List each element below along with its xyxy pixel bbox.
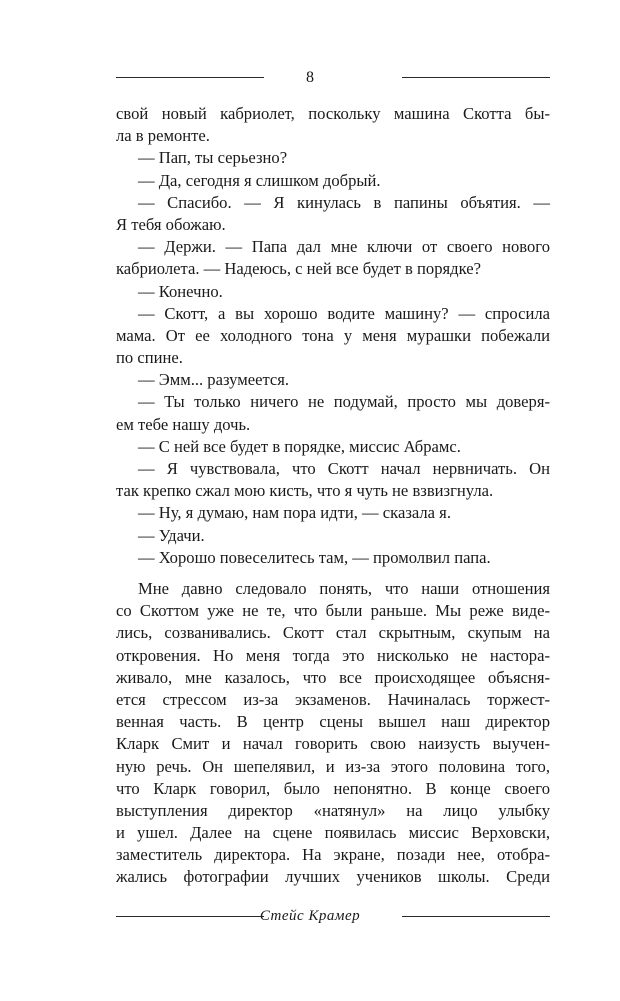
narrative-paragraph [116,578,550,889]
text-line: свой новый кабриолет, поскольку машина Скотта бы- [116,104,550,123]
text-line: — Пап, ты серьезно? [138,148,288,168]
text-line: живало, мне казалось, что все происходящее объясня- [116,667,550,687]
page-number: 8 [306,69,314,86]
header-rule-right [402,77,550,78]
text-line: ется стрессом из-за экзаменов. Начиналась торжест- [116,689,550,709]
text-line: — Хорошо повеселитесь там, — промолвил папа. [138,547,491,567]
text-line: выступления директор «натянул» на лицо улыбку [116,800,550,820]
text-line: со Скоттом уже не те, что были раньше. Мы реже виде- [116,601,550,621]
text-line: — Эмм... разумеется. [138,370,290,390]
text-line: жались фотографии лучших учеников школы. Среди [116,867,550,887]
text-line: венная часть. В центр сцены вышел наш директор [116,712,550,732]
text-line: что Кларк говорил, было непонятно. В конце своего [116,778,550,798]
text-line: заместитель директора. На экране, позади нее, отобра- [116,845,550,865]
text-line: ла в ремонте. [116,126,210,146]
text-line: — Ты только ничего не подумай, просто мы доверя- [138,392,550,412]
running-footer-author: Стейс Крамер [259,908,361,924]
text-line: так крепко сжал мою кисть, что я чуть не взвизгнула. [116,481,494,501]
text-line: ную речь. Он шепелявил, и из-за этого половина того, [116,756,550,776]
text-line: лись, созванивались. Скотт стал скрытным, скупым на [116,623,550,643]
dialogue-block [116,103,550,569]
text-line: — Конечно. [138,281,223,301]
text-line: откровения. Но меня тогда это нисколько не настора- [116,645,550,665]
text-line: — Да, сегодня я слишком добрый. [138,170,381,190]
text-line: — Скотт, а вы хорошо водите машину? — спросила [138,303,550,323]
text-line: кабриолета. — Надеюсь, с ней все будет в порядке? [116,259,481,279]
text-line: мама. От ее холодного тона у меня мурашки побежали [116,325,550,345]
text-line: по спине. [116,348,183,368]
footer-rule-right [402,916,550,917]
text-line: ем тебе нашу дочь. [116,414,251,434]
text-line: Мне давно следовало понять, что наши отношения [138,579,550,598]
text-line: Кларк Смит и начал говорить свою наизусть выучен- [116,734,550,754]
text-line: — Я чувствовала, что Скотт начал нервничать. Он [138,459,550,478]
text-line: — Держи. — Папа дал мне ключи от своего нового [138,237,550,257]
text-line: — С ней все будет в порядке, миссис Абрамс. [138,436,461,456]
text-line: — Ну, я думаю, нам пора идти, — сказала я. [138,503,451,523]
text-line: — Спасибо. — Я кинулась в папины объятия. — [138,192,550,212]
text-line: Я тебя обожаю. [116,214,226,234]
text-line: — Удачи. [138,525,205,545]
text-line: и ушел. Далее на сцене появилась миссис Верховски, [116,823,550,843]
